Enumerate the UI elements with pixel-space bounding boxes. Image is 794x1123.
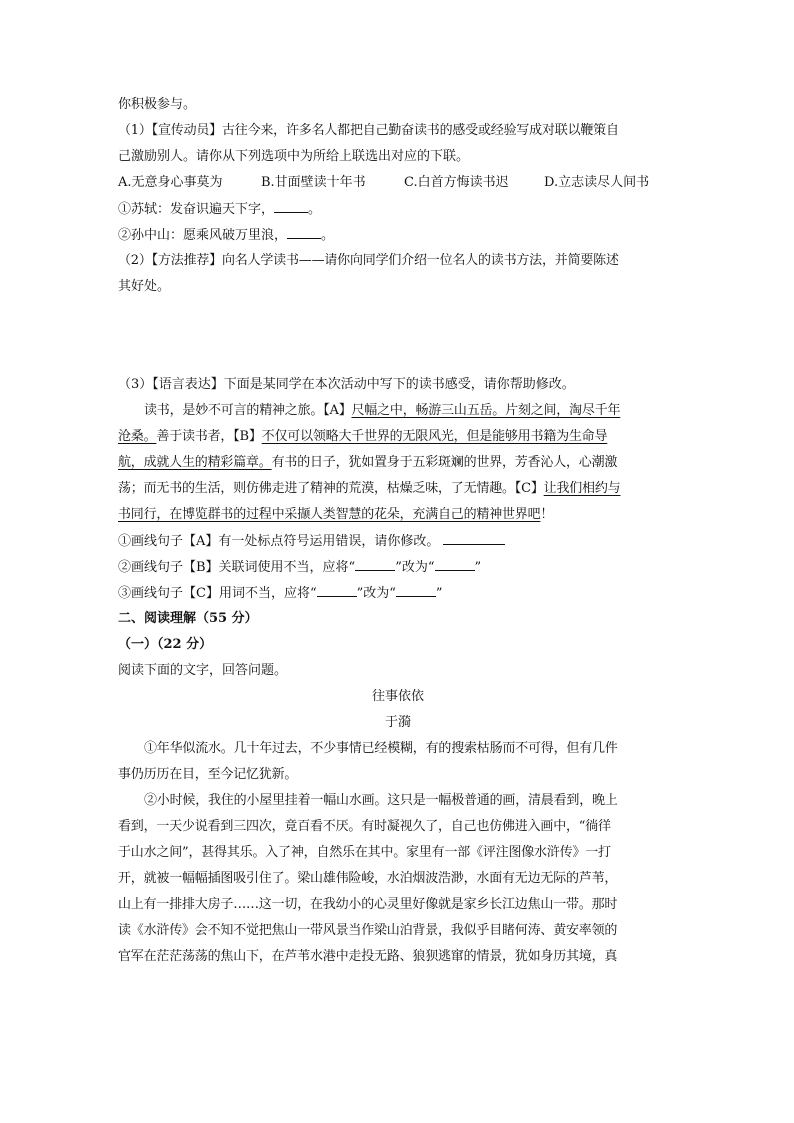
sub-question-text: ”改为“: [356, 586, 396, 601]
passage-text: 荡；而无书的生活，则仿佛走进了精神的荒漠，枯燥乏味，了无情趣。【C】: [118, 481, 544, 496]
sub-question-text: ”: [474, 560, 482, 575]
q2-line-2: 其好处。: [118, 279, 171, 294]
q1-item-2: [118, 222, 678, 248]
q3-sub-3: [118, 580, 678, 606]
article-author: 于漪: [384, 715, 411, 730]
reading-instruction: 阅读下面的文字，回答问题。: [118, 663, 288, 678]
article-line: 于山水之间”，甚得其乐。入了神，自然乐在其中。家里有一部《评注图像水浒传》一打: [118, 845, 611, 860]
answer-blank[interactable]: [317, 580, 357, 597]
answer-blank[interactable]: [396, 580, 436, 597]
q3-intro: （3）【语言表达】下面是某同学在本次活动中写下的读书感受，请你帮助修改。: [118, 377, 575, 392]
passage-line-5: [118, 502, 678, 528]
article-line: 官军在茫茫荡荡的焦山下，在芦苇水港中走投无路、狼狈逃窜的情景，犹如身历其境，真: [118, 949, 618, 964]
passage-line-3: [118, 450, 678, 476]
passage-text: 读书，是妙不可言的精神之旅。【A】: [144, 403, 352, 418]
q3-sub-1: [118, 528, 678, 554]
underlined-sentence-a: 尺幅之中，畅游三山五岳。片刻之间，淘尽千年: [351, 403, 621, 418]
sub-question-text: ②画线句子【B】关联词使用不当，应将“: [118, 560, 356, 575]
sub-question-text: ”改为“: [395, 560, 435, 575]
article-line: 读《水浒传》会不知不觉把焦山一带风景当作梁山泊背景，我似乎目睹何涛、黄安率领的: [118, 923, 618, 938]
answer-space: [118, 300, 678, 372]
q1-item-2-end: 。: [321, 228, 335, 243]
answer-blank[interactable]: [435, 554, 475, 571]
q3-sub-2: [118, 554, 678, 580]
underlined-sentence-b: 航，成就人生的精彩篇章。: [118, 455, 272, 470]
underlined-sentence-c: 书同行，在博览群书的过程中采撷人类智慧的花朵，充满自己的精神世界吧: [118, 507, 541, 522]
q1-line-1: （1）【宣传动员】古往今来，许多名人都把自己勤奋读书的感受或经验写成对联以鞭策自: [118, 123, 619, 138]
sub-question-text: ①画线句子【A】有一处标点符号运用错误，请你修改。: [118, 534, 440, 549]
section-heading: 二、阅读理解（55 分）: [118, 611, 258, 626]
option-b: B.甘面壁读十年书: [261, 175, 366, 190]
option-d: D.立志读尽人间书: [544, 175, 650, 190]
passage-line-2: [118, 424, 678, 450]
article-line: 开，就被一幅幅插图吸引住了。梁山雄伟险峻，水泊烟波浩渺，水面有无边无际的芦苇，: [118, 871, 618, 886]
q1-item-1: [118, 196, 678, 222]
document-page: [118, 92, 678, 970]
q2-line-1: （2）【方法推荐】向名人学读书——请你向同学们介绍一位名人的读书方法，并简要陈述: [118, 253, 619, 268]
article-title: 往事依依: [371, 689, 424, 704]
answer-blank[interactable]: [355, 554, 395, 571]
answer-blank[interactable]: [274, 196, 308, 213]
answer-blank[interactable]: [443, 528, 505, 545]
article-line: ②小时候，我住的小屋里挂着一幅山水画。这只是一幅极普通的画，清晨看到，晚上: [144, 793, 618, 808]
article-line: 事仍历历在目，至今记忆犹新。: [118, 767, 298, 782]
article-line: 看到，一天少说看到三四次，竟百看不厌。有时凝视久了，自己也仿佛进入画中，“徜徉: [118, 819, 611, 834]
passage-text: 有书的日子，犹如置身于五彩斑斓的世界，芳香沁人，心潮激: [271, 455, 618, 470]
article-line: ①年华似流水。几十年过去，不少事情已经模糊，有的搜索枯肠而不可得，但有几件: [144, 741, 618, 756]
sub-question-text: ③画线句子【C】用词不当，应将“: [118, 586, 317, 601]
article-line: 山上有一排排大房子……这一切，在我幼小的心灵里好像就是家乡长江边焦山一带。那时: [118, 897, 618, 912]
option-c: C.白首方悔读书迟: [404, 175, 509, 190]
part-heading: （一）（22 分）: [118, 637, 213, 652]
intro-line: 你积极参与。: [118, 97, 197, 112]
option-a: A.无意身心事莫为: [118, 175, 223, 190]
q1-options: [118, 170, 678, 196]
passage-line-4: [118, 476, 678, 502]
q1-item-1-end: 。: [308, 202, 322, 217]
q1-item-2-text: ②孙中山：愿乘风破万里浪，: [118, 228, 288, 243]
underlined-sentence-b: 不仅可以领略大千世界的无限风光，但是能够用书籍为生命导: [261, 429, 608, 444]
answer-blank[interactable]: [287, 222, 321, 239]
passage-line-1: [118, 398, 678, 424]
underlined-sentence-a: 沧桑。: [118, 429, 157, 444]
q1-line-2: 己激励别人。请你从下列选项中为所给上联选出对应的下联。: [118, 149, 470, 164]
q1-item-1-text: ①苏轼：发奋识遍天下字，: [118, 202, 275, 217]
sub-question-text: ”: [435, 586, 443, 601]
passage-text: 善于读书者，【B】: [156, 429, 262, 444]
passage-text: ！: [540, 507, 554, 522]
underlined-sentence-c: 让我们相约与: [543, 481, 621, 496]
